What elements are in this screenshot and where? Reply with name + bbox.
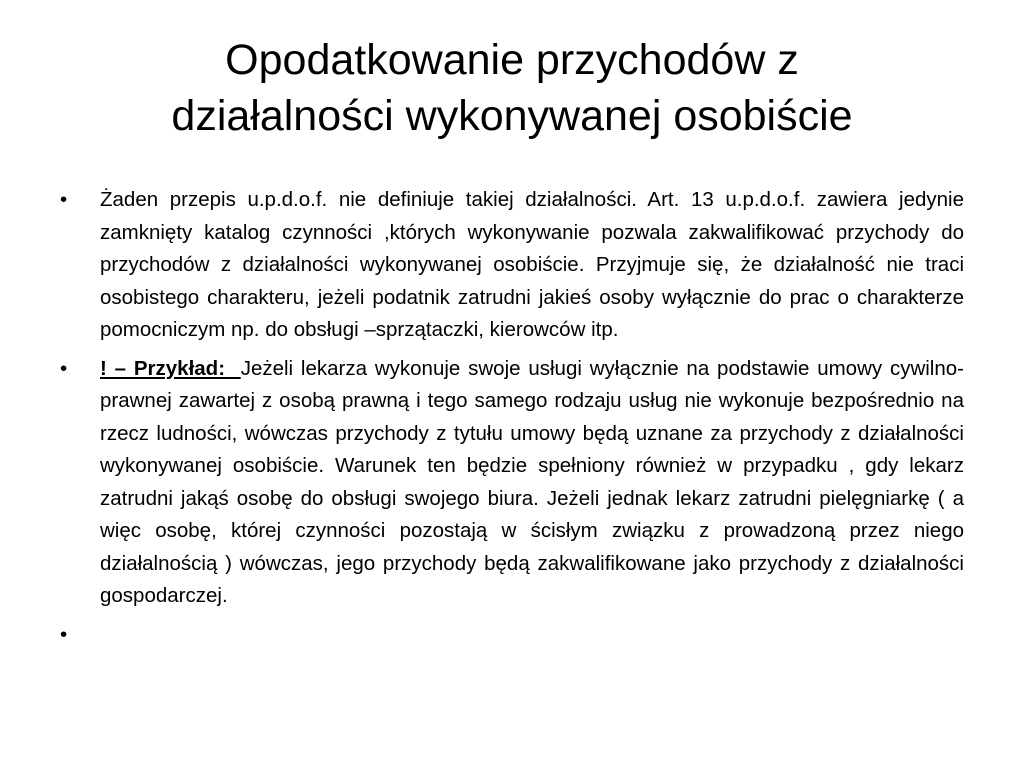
bullet-text: Jeżeli lekarza wykonuje swoje usługi wyłącznie na podstawie umowy cywilno-prawnej zawartej z osobą prawną i tego samego rodzaju usług nie wykonuje bezpośrednio na rzecz ludności, wówczas przychody z tytułu umowy będą uznane za przychody z działalności wykonywanej osobiście. Warunek ten będzie spełniony również w przypadku , gdy lekarz zatrudni jakąś osobę do obsługi swojego biura. Jeżeli jednak lekarz zatrudni pielęgniarkę ( a więc osobę, której czynności pozostają w ścisłym związku z prowadzoną przez niego działalnością ) wówczas, jego przychody będą zakwalifikowane jako przychody z działalności gospodarczej. [100, 356, 964, 607]
bullet-list [60, 184, 964, 646]
title-line-1: Opodatkowanie przychodów z [225, 36, 799, 84]
bullet-item-2 [60, 353, 964, 613]
slide-title [60, 32, 964, 144]
bullet-icon: • [60, 356, 68, 380]
bullet-icon: • [60, 622, 68, 646]
title-line-2: działalności wykonywanej osobiście [171, 92, 853, 140]
bullet-icon: • [60, 188, 68, 211]
bullet-text: Żaden przepis u.p.d.o.f. nie definiuje takiej działalności. Art. 13 u.p.d.o.f. zawiera jedynie zamknięty katalog czynności ,których wykonywanie pozwala zakwalifikować przychody do przychodów z działalności wykonywanej osobiście. Przyjmuje się, że działalność nie traci osobistego charakteru, jeżeli podatnik zatrudni jakieś osoby wyłącznie do prac o charakterze pomocniczym np. do obsługi –sprzątaczki, kierowców itp. [100, 188, 964, 341]
example-label: ! – Przykład: [100, 356, 241, 380]
bullet-item-1 [60, 184, 964, 347]
